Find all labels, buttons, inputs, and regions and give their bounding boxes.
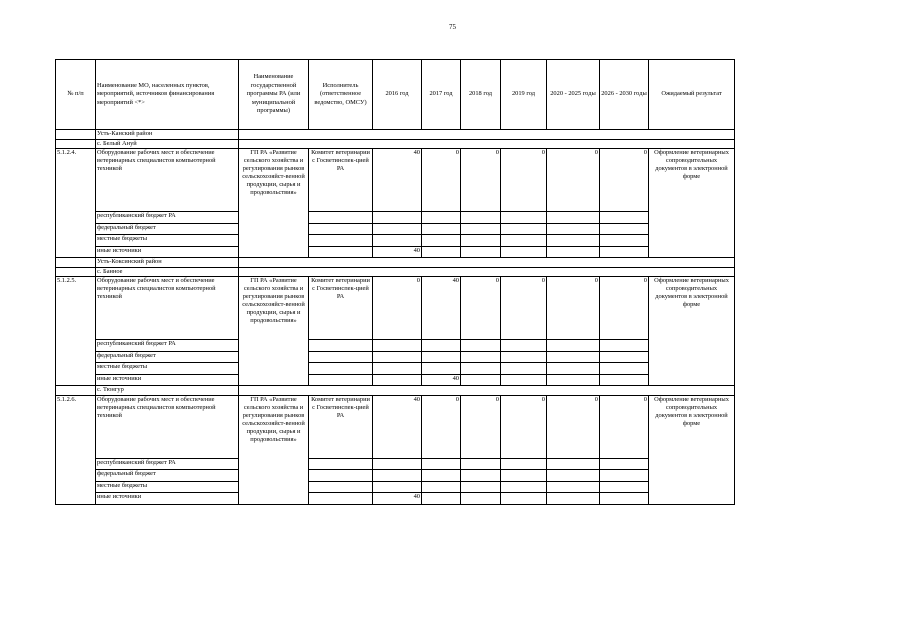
measure-executor: Комитет ветеринарии с Госветинспек-цией РА [309, 149, 373, 212]
funding-source-value [547, 246, 600, 258]
funding-source-name: местные бюджеты [96, 235, 239, 247]
funding-source-value [422, 235, 461, 247]
funding-source-value [600, 212, 649, 224]
empty-cell [309, 351, 373, 363]
measure-value: 0 [422, 149, 461, 212]
settlement-title: с. Тюнгур [96, 386, 239, 396]
page-number: 75 [449, 23, 456, 31]
empty-cell [239, 386, 735, 396]
settlement-title-row [56, 139, 735, 149]
empty-cell [309, 374, 373, 386]
measure-name: Оборудование рабочих мест и обеспечение ветеринарных специалистов компьютерной техникой [96, 395, 239, 458]
funding-source-value [422, 351, 461, 363]
funding-source-value [422, 470, 461, 482]
funding-source-value [600, 351, 649, 363]
funding-source-name: республиканский бюджет РА [96, 458, 239, 470]
measure-value: 0 [501, 395, 547, 458]
header-result: Ожидаемый результат [649, 60, 735, 130]
empty-cell [309, 481, 373, 493]
funding-source-value [501, 212, 547, 224]
empty-cell [239, 258, 735, 268]
measure-program: ГП РА «Развитие сельского хозяйства и регулирования рынков сельскохозяйст-венной продукции, сырья и продовольствия» [239, 395, 309, 504]
funding-source-value [373, 363, 422, 375]
empty-cell [56, 386, 96, 396]
funding-source-value [422, 363, 461, 375]
measure-value: 40 [373, 395, 422, 458]
funding-source-value [461, 340, 501, 352]
empty-cell [309, 246, 373, 258]
measure-program: ГП РА «Развитие сельского хозяйства и регулирования рынков сельскохозяйст-венной продукции, сырья и продовольствия» [239, 149, 309, 258]
funding-source-row [56, 223, 735, 235]
funding-source-value [461, 246, 501, 258]
funding-source-value [461, 470, 501, 482]
district-title: Усть-Коксинский район [96, 258, 239, 268]
funding-source-name: республиканский бюджет РА [96, 340, 239, 352]
funding-source-value [501, 223, 547, 235]
empty-cell [309, 493, 373, 505]
header-executor: Исполнитель (ответственное ведомство, ОМСУ) [309, 60, 373, 130]
funding-source-row [56, 235, 735, 247]
funding-source-value [373, 212, 422, 224]
funding-source-name: федеральный бюджет [96, 223, 239, 235]
funding-source-name: местные бюджеты [96, 363, 239, 375]
empty-cell [309, 340, 373, 352]
funding-source-value [600, 470, 649, 482]
funding-source-value [422, 223, 461, 235]
funding-source-value [422, 246, 461, 258]
district-title-row [56, 258, 735, 268]
funding-source-value [373, 351, 422, 363]
header-num: № п/п [56, 60, 96, 130]
measure-value: 0 [373, 277, 422, 340]
funding-source-value [600, 363, 649, 375]
funding-source-row [56, 458, 735, 470]
settlement-title-row [56, 267, 735, 277]
funding-source-value [461, 235, 501, 247]
funding-source-row [56, 374, 735, 386]
funding-source-value [547, 458, 600, 470]
measure-row [56, 149, 735, 212]
funding-source-value [501, 481, 547, 493]
empty-cell [309, 458, 373, 470]
measure-value: 40 [373, 149, 422, 212]
empty-cell [309, 235, 373, 247]
empty-cell [56, 267, 96, 277]
measure-value: 0 [422, 395, 461, 458]
district-title: Усть-Канский район [96, 130, 239, 140]
funding-source-value [600, 246, 649, 258]
funding-source-value [547, 493, 600, 505]
funding-source-value [373, 223, 422, 235]
funding-source-value [422, 212, 461, 224]
table-body [56, 130, 735, 505]
measure-value: 0 [600, 149, 649, 212]
funding-source-value [547, 481, 600, 493]
empty-cell [56, 139, 96, 149]
funding-source-value [461, 363, 501, 375]
funding-source-value [422, 458, 461, 470]
funding-source-value [373, 470, 422, 482]
funding-source-name: республиканский бюджет РА [96, 212, 239, 224]
table-header [56, 60, 735, 130]
funding-source-name: федеральный бюджет [96, 351, 239, 363]
header-name: Наименование МО, населенных пунктов, мероприятий, источников финансирования мероприятий <*> [96, 60, 239, 130]
funding-source-value [600, 458, 649, 470]
empty-cell [309, 363, 373, 375]
funding-source-value [600, 235, 649, 247]
header-year-2016: 2016 год [373, 60, 422, 130]
funding-source-value [600, 374, 649, 386]
measure-executor: Комитет ветеринарии с Госветинспек-цией РА [309, 395, 373, 458]
empty-cell [309, 212, 373, 224]
funding-source-value [547, 340, 600, 352]
measure-value: 0 [461, 277, 501, 340]
empty-cell [239, 139, 735, 149]
funding-source-value [461, 223, 501, 235]
funding-source-value [501, 351, 547, 363]
funding-source-row [56, 340, 735, 352]
funding-source-value [600, 481, 649, 493]
header-years-2020-2025: 2020 - 2025 годы [547, 60, 600, 130]
empty-cell [309, 470, 373, 482]
funding-source-value [501, 458, 547, 470]
measure-value: 0 [461, 395, 501, 458]
funding-source-row [56, 470, 735, 482]
measure-number: 5.1.2.4. [56, 149, 96, 258]
measure-result: Оформление ветеринарных сопроводительных документов в электронной форме [649, 395, 735, 504]
funding-source-value [461, 481, 501, 493]
funding-source-value [422, 493, 461, 505]
funding-source-value [501, 363, 547, 375]
measure-value: 40 [422, 277, 461, 340]
district-title-row [56, 130, 735, 140]
measure-name: Оборудование рабочих мест и обеспечение ветеринарных специалистов компьютерной техникой [96, 149, 239, 212]
funding-source-value [373, 481, 422, 493]
measure-result: Оформление ветеринарных сопроводительных документов в электронной форме [649, 277, 735, 386]
funding-source-value [373, 458, 422, 470]
measure-value: 0 [600, 395, 649, 458]
funding-source-value [422, 340, 461, 352]
funding-source-value [461, 351, 501, 363]
funding-source-name: иные источники [96, 374, 239, 386]
funding-source-value [547, 235, 600, 247]
funding-source-value [547, 470, 600, 482]
funding-source-row [56, 493, 735, 505]
funding-source-value [547, 212, 600, 224]
funding-source-row [56, 363, 735, 375]
measure-result: Оформление ветеринарных сопроводительных документов в электронной форме [649, 149, 735, 258]
header-years-2026-2030: 2026 - 2030 годы [600, 60, 649, 130]
funding-source-value [501, 246, 547, 258]
funding-source-value [547, 351, 600, 363]
measure-value: 0 [547, 395, 600, 458]
funding-source-row [56, 351, 735, 363]
funding-source-name: иные источники [96, 493, 239, 505]
funding-source-value [461, 493, 501, 505]
funding-source-value [461, 458, 501, 470]
funding-source-value: 40 [373, 493, 422, 505]
measure-number: 5.1.2.5. [56, 277, 96, 386]
measure-value: 0 [547, 277, 600, 340]
funding-source-value [547, 223, 600, 235]
funding-source-value [547, 374, 600, 386]
measure-number: 5.1.2.6. [56, 395, 96, 504]
empty-cell [309, 223, 373, 235]
measure-row [56, 395, 735, 458]
funding-source-name: местные бюджеты [96, 481, 239, 493]
funding-source-row [56, 246, 735, 258]
measure-executor: Комитет ветеринарии с Госветинспек-цией РА [309, 277, 373, 340]
header-year-2018: 2018 год [461, 60, 501, 130]
empty-cell [239, 267, 735, 277]
measure-row [56, 277, 735, 340]
settlement-title-row [56, 386, 735, 396]
funding-source-value [501, 493, 547, 505]
funding-source-value [422, 481, 461, 493]
funding-source-value [501, 235, 547, 247]
header-year-2019: 2019 год [501, 60, 547, 130]
header-program: Наименование государственной программы РА (или муниципальной программы) [239, 60, 309, 130]
measure-program: ГП РА «Развитие сельского хозяйства и регулирования рынков сельскохозяйст-венной продукции, сырья и продовольствия» [239, 277, 309, 386]
funding-source-name: федеральный бюджет [96, 470, 239, 482]
empty-cell [56, 258, 96, 268]
funding-source-value [373, 235, 422, 247]
funding-source-value [547, 363, 600, 375]
settlement-title: с. Банное [96, 267, 239, 277]
funding-source-value [501, 374, 547, 386]
funding-source-value [461, 212, 501, 224]
funding-source-name: иные источники [96, 246, 239, 258]
measure-value: 0 [501, 277, 547, 340]
empty-cell [239, 130, 735, 140]
funding-source-row [56, 481, 735, 493]
measure-name: Оборудование рабочих мест и обеспечение ветеринарных специалистов компьютерной техникой [96, 277, 239, 340]
measure-value: 0 [600, 277, 649, 340]
funding-source-value [461, 374, 501, 386]
funding-source-value [373, 340, 422, 352]
funding-source-value [501, 470, 547, 482]
measure-value: 0 [547, 149, 600, 212]
funding-source-value: 40 [373, 246, 422, 258]
funding-source-value [501, 340, 547, 352]
funding-source-value [600, 223, 649, 235]
settlement-title: с. Белый Ануй [96, 139, 239, 149]
measure-value: 0 [501, 149, 547, 212]
funding-source-value: 40 [422, 374, 461, 386]
header-year-2017: 2017 год [422, 60, 461, 130]
funding-source-value [373, 374, 422, 386]
funding-source-row [56, 212, 735, 224]
funding-source-value [600, 340, 649, 352]
funding-source-value [600, 493, 649, 505]
measures-table [55, 59, 735, 505]
empty-cell [56, 130, 96, 140]
measure-value: 0 [461, 149, 501, 212]
